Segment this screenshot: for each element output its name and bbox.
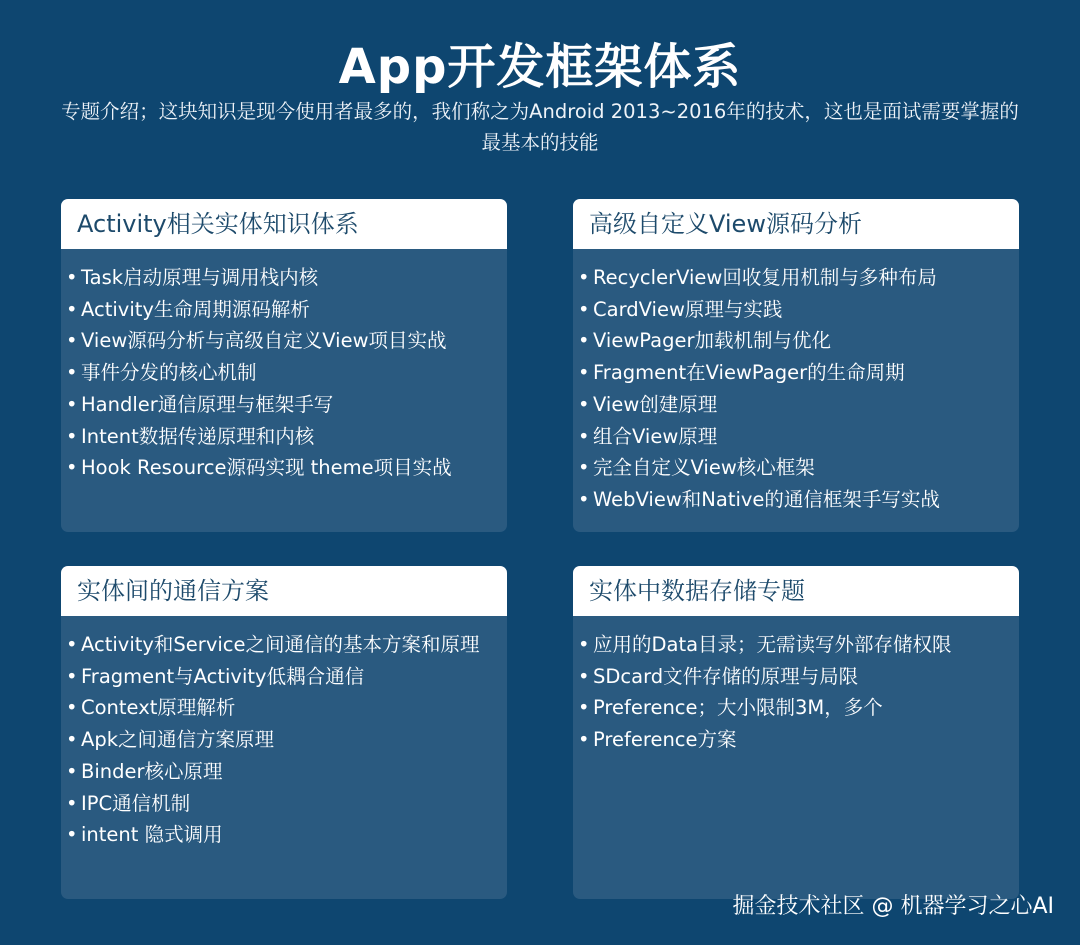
page-title: App开发框架体系 <box>338 39 742 95</box>
list-item: • RecyclerView回收复用机制与多种布局 <box>577 262 1007 294</box>
card-header: Activity相关实体知识体系 <box>61 199 507 249</box>
list-item: • Hook Resource源码实现 theme项目实战 <box>65 452 495 484</box>
list-item: • SDcard文件存储的原理与局限 <box>577 661 1007 693</box>
list-item: • intent 隐式调用 <box>65 819 495 851</box>
list-item: • Intent数据传递原理和内核 <box>65 421 495 453</box>
card-data-storage <box>573 566 1019 899</box>
intro-text: 专题介绍；这块知识是现今使用者最多的，我们称之为Android 2013~2016年的技术，这也是面试需要掌握的最基本的技能 <box>61 100 1019 154</box>
card-activity-knowledge <box>61 199 507 532</box>
list-item: • Task启动原理与调用栈内核 <box>65 262 495 294</box>
list-item: • CardView原理与实践 <box>577 294 1007 326</box>
list-item: • Fragment与Activity低耦合通信 <box>65 661 495 693</box>
list-item: • 组合View原理 <box>577 421 1007 453</box>
card-list <box>61 616 507 863</box>
list-item: • Preference方案 <box>577 724 1007 756</box>
list-item: • View源码分析与高级自定义View项目实战 <box>65 325 495 357</box>
list-item: • 事件分发的核心机制 <box>65 357 495 389</box>
card-header: 实体间的通信方案 <box>61 566 507 616</box>
list-item: • 应用的Data目录；无需读写外部存储权限 <box>577 629 1007 661</box>
card-communication <box>61 566 507 899</box>
list-item: • Preference；大小限制3M，多个 <box>577 692 1007 724</box>
list-item: • Fragment在ViewPager的生命周期 <box>577 357 1007 389</box>
list-item: • Activity生命周期源码解析 <box>65 294 495 326</box>
list-item: • 完全自定义View核心框架 <box>577 452 1007 484</box>
card-header: 实体中数据存储专题 <box>573 566 1019 616</box>
card-custom-view-source <box>573 199 1019 532</box>
card-header: 高级自定义View源码分析 <box>573 199 1019 249</box>
list-item: • ViewPager加载机制与优化 <box>577 325 1007 357</box>
list-item: • Binder核心原理 <box>65 756 495 788</box>
watermark: 掘金技术社区 @ 机器学习之心AI <box>732 894 1054 919</box>
list-item: • IPC通信机制 <box>65 788 495 820</box>
list-item: • Handler通信原理与框架手写 <box>65 389 495 421</box>
card-list <box>61 249 507 496</box>
list-item: • Context原理解析 <box>65 692 495 724</box>
list-item: • Apk之间通信方案原理 <box>65 724 495 756</box>
list-item: • WebView和Native的通信框架手写实战 <box>577 484 1007 516</box>
list-item: • View创建原理 <box>577 389 1007 421</box>
card-list <box>573 616 1019 768</box>
card-list <box>573 249 1019 528</box>
list-item: • Activity和Service之间通信的基本方案和原理 <box>65 629 495 661</box>
